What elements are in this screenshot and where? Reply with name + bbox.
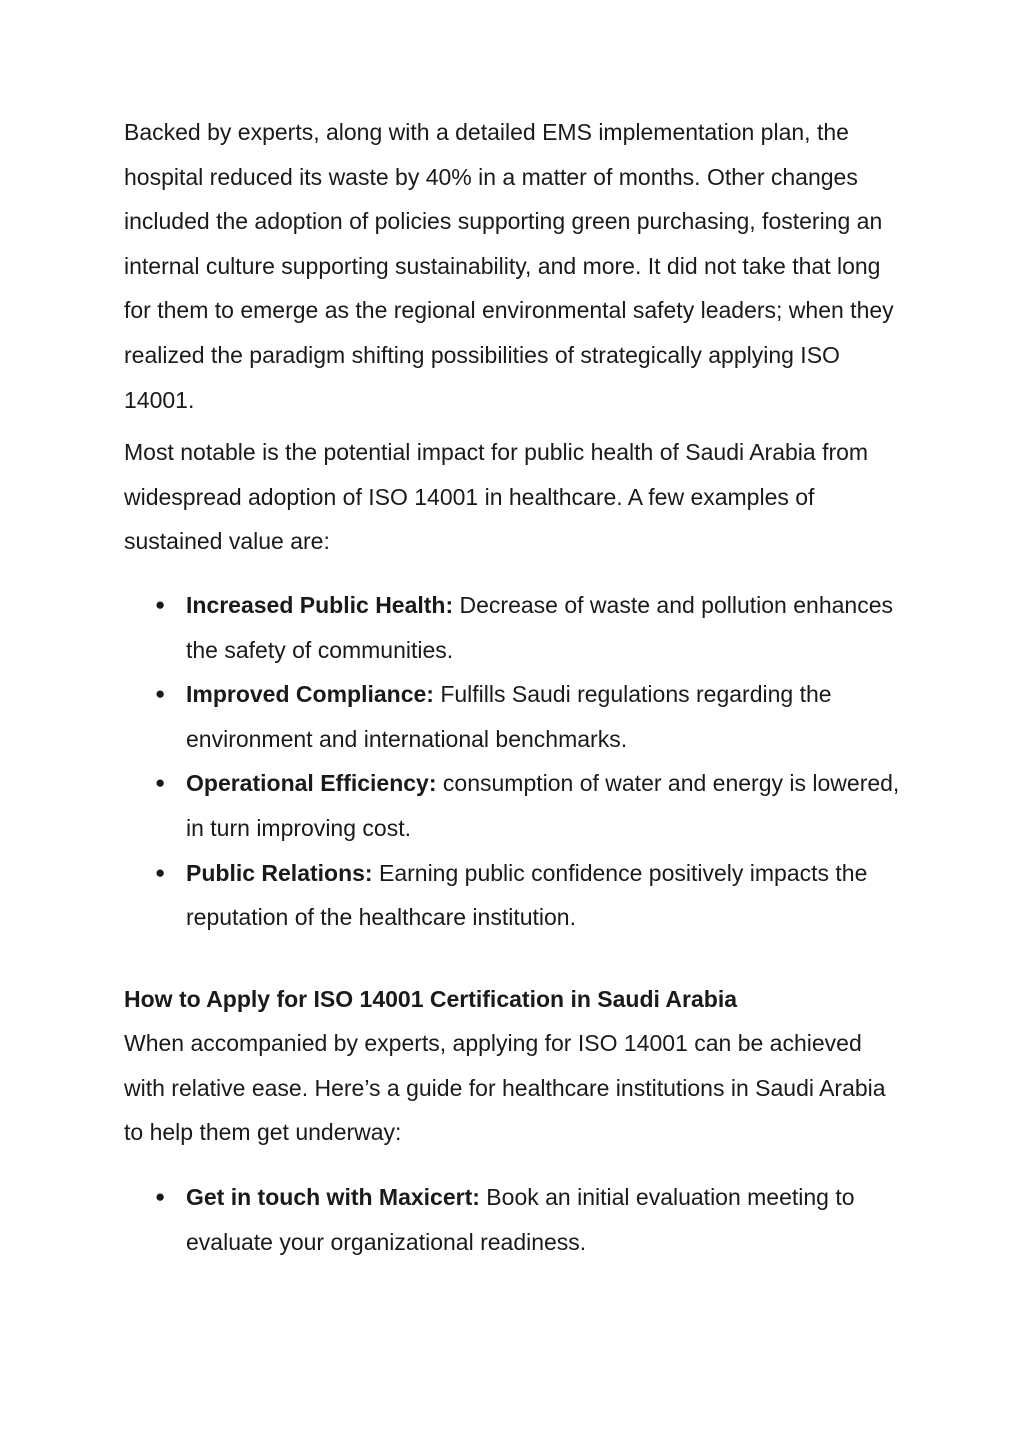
list-item xyxy=(155,851,904,940)
steps-bullet-list xyxy=(124,1175,904,1264)
list-item-label: Get in touch with Maxicert: xyxy=(186,1184,480,1211)
section-heading: How to Apply for ISO 14001 Certification in Saudi Arabia xyxy=(124,985,738,1012)
bullet-icon: ● xyxy=(155,862,166,882)
list-item-text: consumption of water and energy is lowered, in turn improving cost. xyxy=(186,770,900,841)
bullet-icon: ● xyxy=(155,773,166,793)
list-item xyxy=(155,583,904,672)
document-page xyxy=(124,110,904,1264)
bullet-icon: ● xyxy=(155,1187,166,1207)
bullet-icon: ● xyxy=(155,594,166,614)
list-item-text: Earning public confidence positively impacts the reputation of the healthcare institution. xyxy=(186,859,868,931)
list-item xyxy=(155,1175,904,1264)
bullet-icon: ● xyxy=(155,684,166,704)
list-item-label: Public Relations: xyxy=(186,859,373,886)
list-item-text: Fulfills Saudi regulations regarding the environment and international benchmarks. xyxy=(186,681,832,752)
paragraph-public-health-impact: Most notable is the potential impact for public health of Saudi Arabia from widespread adoption of ISO 14001 in healthcare. A few examples of sustained value are: xyxy=(124,439,869,555)
list-item xyxy=(155,672,904,761)
list-item-label: Increased Public Health: xyxy=(186,591,454,618)
list-item-text: Book an initial evaluation meeting to evaluate your organizational readiness. xyxy=(186,1184,855,1255)
paragraph-ems-results: Backed by experts, along with a detailed EMS implementation plan, the hospital reduced its waste by 40% in a matter of months. Other changes included the adoption of policies supporting green purchasing, fostering an internal culture supporting sustainability, and more. It did not take that long for them to emerge as the regional environmental safety leaders; when they realized the paradigm shifting possibilities of strategically applying ISO 14001. xyxy=(124,119,894,413)
list-item-label: Operational Efficiency: xyxy=(186,770,437,797)
list-item xyxy=(155,761,904,850)
list-item-text: Decrease of waste and pollution enhances the safety of communities. xyxy=(186,591,893,663)
value-bullet-list xyxy=(124,583,904,940)
list-item-label: Improved Compliance: xyxy=(186,681,434,708)
paragraph-application-intro: When accompanied by experts, applying for ISO 14001 can be achieved with relative ease. Here’s a guide for healthcare institutions in Saudi Arabia to help them get underway: xyxy=(124,1030,886,1146)
